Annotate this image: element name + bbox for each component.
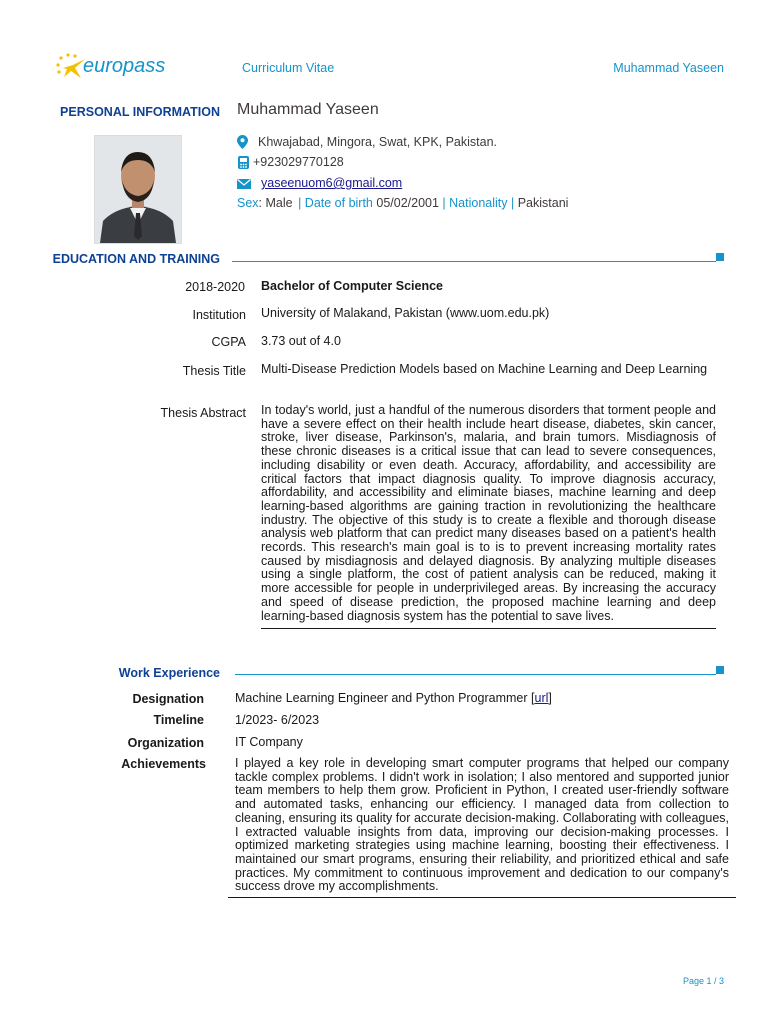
address-text: Khwajabad, Mingora, Swat, KPK, Pakistan. [258,135,498,149]
organization-value: IT Company [235,735,303,749]
thesis-title-value: Multi-Disease Prediction Models based on Machine Learning and Deep Learning [261,362,708,376]
location-pin-icon [237,135,248,149]
page-number: Page 1 / 3 [682,976,724,986]
phone-text: +923029770128 [253,155,344,169]
thesis-abstract-underline [261,628,716,629]
cgpa-value: 3.73 out of 4.0 [261,334,341,348]
thesis-abstract-text: In today's world, just a handful of the numerous disorders that torment people and have a severe effect on their health include heart disease, diabetes, skin cancer, stroke, liver disease, Parkinson's, malaria, and brain tumors. Misdiagnosis of these chronic diseases is a critical issue that can lead to severe consequences, including disability or even death. Accuracy, affordability, and accessibility are critical factors that impact diagnosis quality. To improve diagnosis accuracy, affordability, and accessibility and eliminate biases, machine learning and deep learning-based algorithms are gaining traction in revolutionizing the healthcare industry. The objective of this study is to create a flexible and thorough disease analysis web platform that can predict many diseases based on a patient's health records. This research's main goal is to is to prevent increasing mortality rates caused by misdiagnosis and delayed diagnosis. By analyzing multiple diseases using a single platform, the cost of patient analysis can be reduced, making it more accessible for people in underprivileged areas. By increasing the accuracy and speed of disease prediction, the proposed machine learning and deep learning-based diagnosis system has the potential to save lives. [261,403,716,623]
cgpa-label: CGPA [211,335,246,349]
work-section-title: Work Experience [118,666,220,680]
person-photo-icon [95,136,181,243]
europass-logo [55,52,165,82]
timeline-value: 1/2023- 6/2023 [235,713,320,727]
work-divider-marker [716,666,724,674]
organization-label: Organization [127,736,204,750]
personal-section-title: PERSONAL INFORMATION [60,105,220,119]
doc-title: Curriculum Vitae [242,61,335,75]
nationality-value: Pakistani [517,196,569,210]
designation-url-link[interactable]: url [534,691,549,705]
dob-label: | Date of birth [298,196,373,210]
institution-label: Institution [192,308,246,322]
designation-row: Machine Learning Engineer and Python Programmer [url] [235,691,552,705]
personal-details-row [237,196,568,210]
email-envelope-icon [237,179,251,189]
degree-title: Bachelor of Computer Science [261,279,443,293]
education-divider-marker [716,253,724,261]
profile-photo [94,135,182,244]
designation-label: Designation [132,692,204,706]
institution-value: University of Malakand, Pakistan (www.uom.edu.pk) [261,306,550,320]
achievements-text: I played a key role in developing smart computer programs that helped our company tackle complex problems. I didn't work in isolation; I also mentored and supported junior team members to help them grow. Proficient in Python, I created user-friendly software and automated tasks, enhancing our efficiency. I managed data from collection to cleaning, ensuring its quality for accurate decision-making. Collaborating with colleagues, I extracted valuable insights from data, improving our decision-making processes. I optimized marketing strategies using machine learning, boosting their effectiveness. I maintained our smart programs, ensuring their reliability, and prioritized ethical and safe practices. My commitment to continuous improvement and dedication to our company's success drove my accomplishments. [235,756,729,894]
sex-label: Sex [237,196,259,210]
email-link[interactable]: yaseenuom6@gmail.com [261,176,403,190]
timeline-label: Timeline [153,713,204,727]
phone-icon [238,156,249,169]
thesis-abstract-label: Thesis Abstract [160,406,246,420]
nationality-label: | Nationality | [442,196,515,210]
work-divider [235,674,716,675]
thesis-title-label: Thesis Title [182,364,246,378]
education-years: 2018-2020 [185,280,245,294]
dob-value: 05/02/2001 [376,196,439,210]
sex-value: : Male [258,196,293,210]
header-name: Muhammad Yaseen [613,61,724,75]
full-name: Muhammad Yaseen [237,101,379,118]
achievements-label: Achievements [121,757,206,771]
education-divider [232,261,716,262]
designation-value: Machine Learning Engineer and Python Programmer [235,691,528,705]
europass-wordmark: europass [83,55,166,77]
education-section-title: EDUCATION AND TRAINING [52,252,220,266]
achievements-underline [228,897,736,898]
